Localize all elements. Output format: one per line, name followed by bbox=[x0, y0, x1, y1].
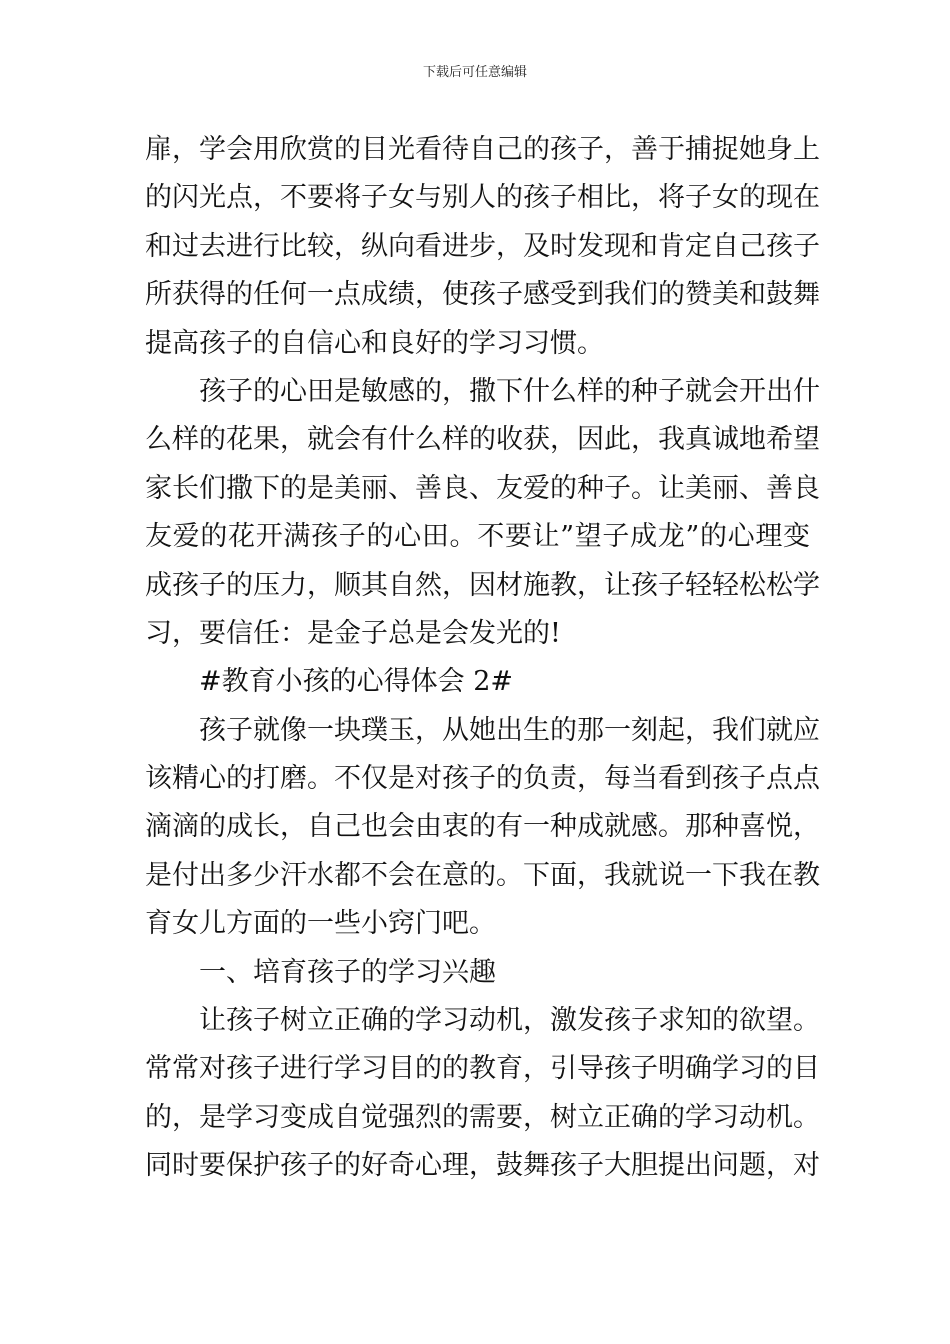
text-line: 的闪光点，不要将子女与别人的孩子相比，将子女的现在 bbox=[145, 182, 820, 214]
text-line: 习，要信任：是金子总是会发光的! bbox=[145, 617, 561, 649]
text-line: 是付出多少汗水都不会在意的。下面，我就说一下我在教 bbox=[145, 859, 820, 891]
text-line: 家长们撒下的是美丽、善良、友爱的种子。让美丽、善良 bbox=[145, 472, 820, 504]
text-line: 扉，学会用欣赏的目光看待自己的孩子，善于捕捉她身上 bbox=[145, 134, 820, 165]
text-line: 该精心的打磨。不仅是对孩子的负责，每当看到孩子点点 bbox=[145, 763, 820, 795]
text-line: 滴滴的成长，自己也会由衷的有一种成就感。那种喜悦， bbox=[145, 811, 820, 843]
text-line: 所获得的任何一点成绩，使孩子感受到我们的赞美和鼓舞 bbox=[145, 279, 820, 311]
text-line: 的，是学习变成自觉强烈的需要，树立正确的学习动机。 bbox=[145, 1101, 820, 1133]
text-line: 孩子的心田是敏感的，撒下什么样的种子就会开出什 bbox=[199, 375, 820, 407]
document-body bbox=[145, 126, 820, 1191]
text-line: 一、培育孩子的学习兴趣 bbox=[199, 956, 496, 988]
text-line: #教育小孩的心得体会 2# bbox=[199, 666, 514, 698]
text-line: 育女儿方面的一些小窍门吧。 bbox=[145, 908, 496, 940]
text-line: 友爱的花开满孩子的心田。不要让”望子成龙”的心理变 bbox=[145, 521, 810, 553]
text-line: 么样的花果，就会有什么样的收获，因此，我真诚地希望 bbox=[145, 424, 820, 456]
page-header-note: 下载后可任意编辑 bbox=[422, 65, 527, 80]
text-line: 让孩子树立正确的学习动机，激发孩子求知的欲望。 bbox=[199, 1005, 820, 1037]
text-line: 和过去进行比较，纵向看进步，及时发现和肯定自己孩子 bbox=[145, 230, 820, 262]
text-line: 成孩子的压力，顺其自然，因材施教，让孩子轻轻松松学 bbox=[145, 569, 820, 601]
text-line: 提高孩子的自信心和良好的学习习惯。 bbox=[145, 327, 604, 359]
text-line: 同时要保护孩子的好奇心理，鼓舞孩子大胆提出问题，对 bbox=[145, 1150, 820, 1182]
text-line: 孩子就像一块璞玉，从她出生的那一刻起，我们就应 bbox=[199, 714, 820, 746]
text-line: 常常对孩子进行学习目的的教育，引导孩子明确学习的目 bbox=[145, 1053, 820, 1085]
